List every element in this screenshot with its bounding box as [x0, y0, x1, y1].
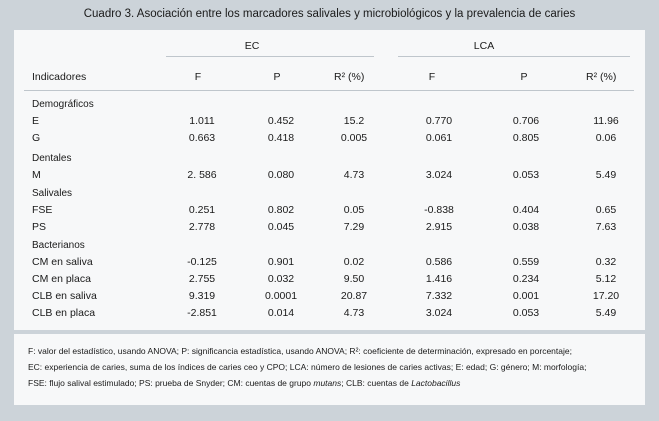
- cell-lca-r2: 0.65: [595, 204, 617, 216]
- cell-ec-f: 0.251: [188, 204, 216, 216]
- table-title: Cuadro 3. Asociación entre los marcadores salivales y microbiológicos y la prevalencia de caries: [83, 8, 576, 20]
- lca-underline: [398, 56, 630, 57]
- cell-ec-r2: 0.05: [343, 204, 365, 216]
- header-ec-r2: R² (%): [334, 71, 365, 83]
- cell-ec-p: 0.045: [267, 221, 295, 233]
- cell-lca-f: 7.332: [425, 290, 453, 302]
- cell-ec-r2: 7.29: [343, 221, 365, 233]
- cell-ec-p: 0.080: [267, 169, 295, 181]
- cell-ec-r2: 9.50: [343, 273, 365, 285]
- header-indicadores: Indicadores: [32, 71, 87, 83]
- cell-lca-f: 3.024: [425, 169, 453, 181]
- cell-lca-p: 0.234: [512, 273, 540, 285]
- cell-ec-f: -0.125: [187, 256, 217, 268]
- cell-ec-p: 0.802: [267, 204, 295, 216]
- cell-lca-r2: 17.20: [592, 290, 620, 302]
- cell-indicator: G: [32, 132, 41, 144]
- cell-ec-f: 2.778: [188, 221, 216, 233]
- group-header-ec: EC: [244, 40, 260, 52]
- cell-ec-p: 0.418: [267, 132, 295, 144]
- cell-lca-p: 0.706: [512, 115, 540, 127]
- header-lca-r2: R² (%): [586, 71, 617, 83]
- group-header-lca: LCA: [473, 40, 495, 52]
- cell-indicator: CM en placa: [32, 273, 91, 285]
- cell-ec-r2: 0.02: [343, 256, 365, 268]
- cell-lca-f: 0.770: [425, 115, 453, 127]
- cell-indicator: CLB en placa: [32, 307, 96, 319]
- header-ec-p: P: [273, 71, 281, 83]
- cell-lca-f: 3.024: [425, 307, 453, 319]
- section-dentales: Dentales: [32, 153, 72, 164]
- cell-lca-p: 0.559: [512, 256, 540, 268]
- cell-lca-f: 0.586: [425, 256, 453, 268]
- cell-ec-r2: 4.73: [343, 169, 365, 181]
- cell-lca-f: 0.061: [425, 132, 453, 144]
- cell-lca-r2: 5.49: [595, 169, 617, 181]
- cell-lca-r2: 0.06: [595, 132, 617, 144]
- cell-indicator: PS: [32, 221, 47, 233]
- cell-lca-r2: 7.63: [595, 221, 617, 233]
- header-ec-f: F: [194, 71, 202, 83]
- cell-ec-f: 9.319: [188, 290, 216, 302]
- header-lca-f: F: [428, 71, 436, 83]
- section-salivales: Salivales: [32, 188, 73, 199]
- cell-lca-r2: 0.32: [595, 256, 617, 268]
- ec-underline: [166, 56, 374, 57]
- section-demograficos: Demográficos: [32, 99, 94, 110]
- cell-ec-p: 0.0001: [264, 290, 298, 302]
- cell-ec-r2: 20.87: [340, 290, 368, 302]
- section-bacterianos: Bacterianos: [32, 240, 85, 251]
- footnotes: [14, 334, 645, 405]
- cell-ec-p: 0.901: [267, 256, 295, 268]
- cell-indicator: FSE: [32, 204, 53, 216]
- table-panel: [14, 30, 645, 330]
- cell-ec-f: -2.851: [187, 307, 217, 319]
- header-rule: [24, 90, 634, 91]
- footnote-line-2: EC: experiencia de caries, suma de los índices de caries ceo y CPO; LCA: número de lesiones de caries activas; E: edad; G: género; M: morfología;: [28, 362, 587, 372]
- cell-ec-r2: 15.2: [343, 115, 365, 127]
- header-lca-p: P: [520, 71, 528, 83]
- cell-ec-r2: 4.73: [343, 307, 365, 319]
- cell-ec-r2: 0.005: [340, 132, 368, 144]
- cell-ec-p: 0.014: [267, 307, 295, 319]
- cell-indicator: M: [32, 169, 41, 181]
- cell-lca-r2: 5.49: [595, 307, 617, 319]
- cell-indicator: E: [32, 115, 40, 127]
- cell-ec-f: 2.755: [188, 273, 216, 285]
- cell-ec-f: 0.663: [188, 132, 216, 144]
- cell-ec-p: 0.452: [267, 115, 295, 127]
- cell-lca-r2: 11.96: [593, 115, 619, 127]
- cell-ec-f: 1.011: [189, 115, 215, 127]
- cell-lca-p: 0.038: [512, 221, 540, 233]
- cell-lca-r2: 5.12: [595, 273, 617, 285]
- cell-lca-f: -0.838: [424, 204, 454, 216]
- cell-lca-p: 0.053: [512, 307, 540, 319]
- cell-lca-p: 0.805: [512, 132, 540, 144]
- cell-ec-f: 2. 586: [187, 169, 217, 181]
- cell-indicator: CLB en saliva: [32, 290, 97, 302]
- footnote-line-3a: FSE: flujo salival estimulado; PS: prueba de Snyder; CM: cuentas de grupo: [28, 378, 314, 388]
- cell-lca-p: 0.053: [512, 169, 540, 181]
- footnote-lactobacillus: Lactobacillus: [411, 378, 461, 388]
- cell-ec-p: 0.032: [267, 273, 295, 285]
- cell-lca-p: 0.001: [512, 290, 540, 302]
- footnote-mutans: mutans: [313, 378, 342, 388]
- footnote-line-1: F: valor del estadístico, usando ANOVA; P: significancia estadística, usando ANOVA; R²: coeficiente de determinación, expresado en porcentaje;: [28, 346, 572, 356]
- cell-lca-f: 2.915: [425, 221, 453, 233]
- footnote-line-3c: ; CLB: cuentas de: [341, 378, 412, 388]
- cell-lca-f: 1.416: [425, 273, 453, 285]
- cell-lca-p: 0.404: [512, 204, 540, 216]
- cell-indicator: CM en saliva: [32, 256, 93, 268]
- footnote-line-3: [28, 378, 460, 389]
